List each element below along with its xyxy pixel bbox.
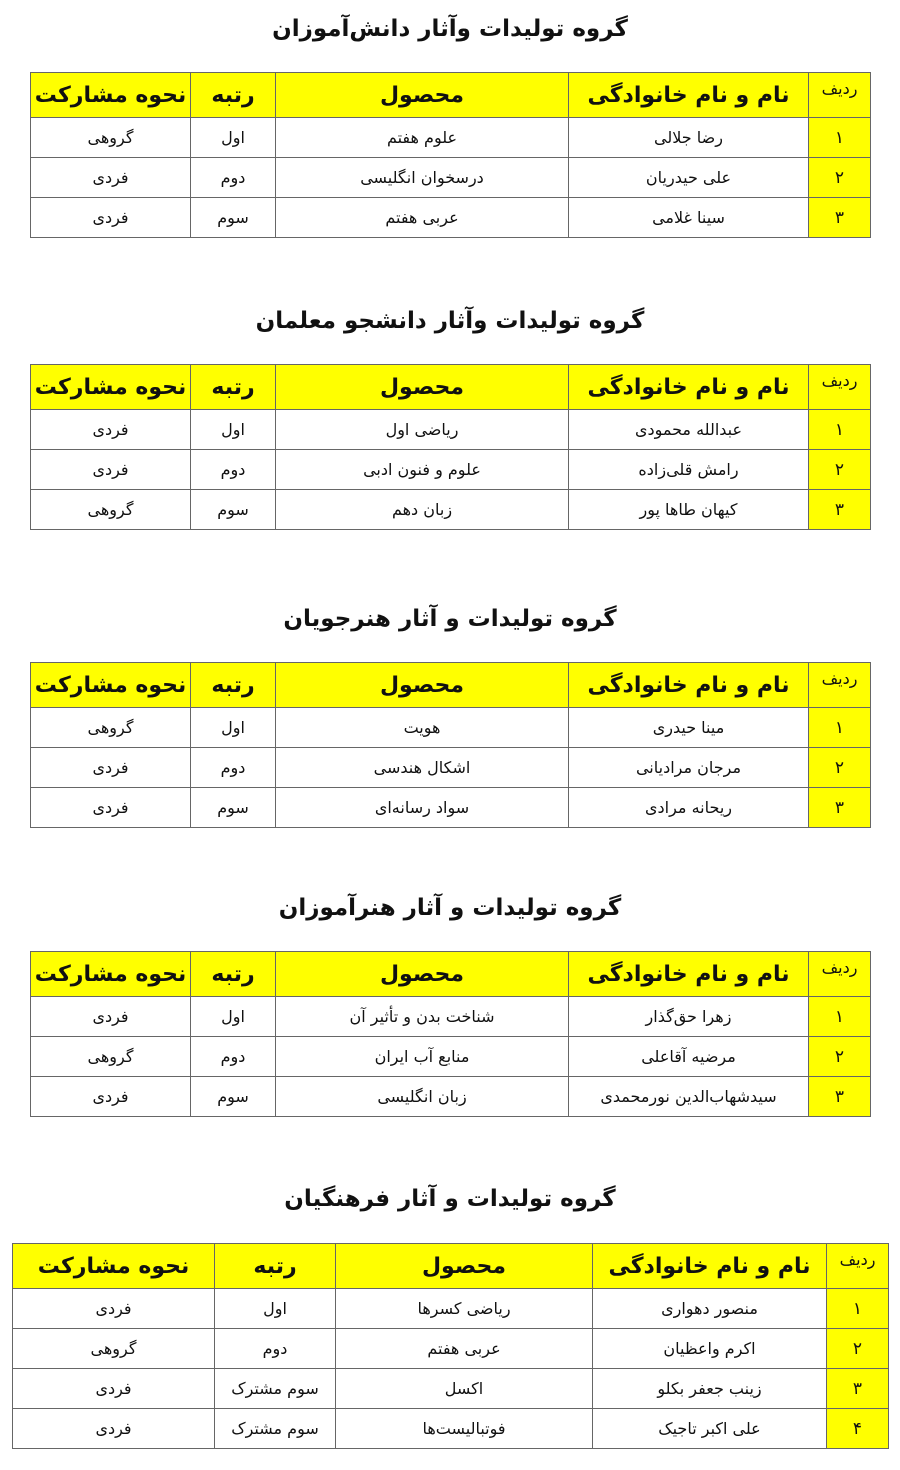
cell-product: هویت xyxy=(276,708,569,748)
header-product: محصول xyxy=(276,365,569,410)
cell-product: شناخت بدن و تأثیر آن xyxy=(276,997,569,1037)
header-name: نام و نام خانوادگی xyxy=(593,1244,827,1289)
cell-index: ۳ xyxy=(809,788,871,828)
section-title: گروه تولیدات و آثار هنرجویان xyxy=(283,606,617,632)
header-row xyxy=(31,952,871,997)
table-row xyxy=(13,1409,889,1449)
results-table xyxy=(30,951,871,1117)
cell-participation: فردی xyxy=(13,1369,215,1409)
header-product: محصول xyxy=(336,1244,593,1289)
cell-index: ۱ xyxy=(809,118,871,158)
cell-name: اکرم واعظیان xyxy=(593,1329,827,1369)
table-row xyxy=(31,1077,871,1117)
cell-product: عربی هفتم xyxy=(276,198,569,238)
header-name: نام و نام خانوادگی xyxy=(569,365,809,410)
cell-rank: سوم مشترک xyxy=(215,1369,336,1409)
cell-participation: فردی xyxy=(13,1289,215,1329)
cell-name: سیدشهاب‌الدین نورمحمدی xyxy=(569,1077,809,1117)
cell-name: علی اکبر تاجیک xyxy=(593,1409,827,1449)
cell-participation: گروهی xyxy=(31,1037,191,1077)
cell-participation: فردی xyxy=(31,410,191,450)
cell-index: ۲ xyxy=(809,450,871,490)
cell-name: رضا جلالی xyxy=(569,118,809,158)
cell-index: ۱ xyxy=(809,708,871,748)
table-row xyxy=(31,118,871,158)
cell-rank: دوم xyxy=(191,450,276,490)
header-row xyxy=(31,73,871,118)
cell-participation: فردی xyxy=(31,450,191,490)
header-row xyxy=(13,1244,889,1289)
table-row xyxy=(31,748,871,788)
cell-name: ریحانه مرادی xyxy=(569,788,809,828)
header-participation: نحوه مشارکت xyxy=(31,365,191,410)
cell-product: علوم هفتم xyxy=(276,118,569,158)
cell-participation: فردی xyxy=(31,158,191,198)
header-participation: نحوه مشارکت xyxy=(31,952,191,997)
table-row xyxy=(31,198,871,238)
results-table xyxy=(30,364,871,530)
cell-name: عبدالله محمودی xyxy=(569,410,809,450)
cell-product: ریاضی کسرها xyxy=(336,1289,593,1329)
cell-index: ۲ xyxy=(809,158,871,198)
table-row xyxy=(31,1037,871,1077)
header-rank: رتبه xyxy=(191,73,276,118)
cell-rank: سوم xyxy=(191,788,276,828)
cell-name: رامش قلی‌زاده xyxy=(569,450,809,490)
section-title: گروه تولیدات و آثار فرهنگیان xyxy=(284,1186,616,1212)
cell-product: علوم و فنون ادبی xyxy=(276,450,569,490)
header-name: نام و نام خانوادگی xyxy=(569,73,809,118)
cell-rank: دوم xyxy=(191,748,276,788)
table-row xyxy=(31,788,871,828)
section-title: گروه تولیدات وآثار دانشجو معلمان xyxy=(255,308,645,334)
cell-name: زهرا حق‌گذار xyxy=(569,997,809,1037)
cell-rank: سوم xyxy=(191,1077,276,1117)
cell-rank: اول xyxy=(191,118,276,158)
table-row xyxy=(31,450,871,490)
header-index: ردیف xyxy=(809,952,871,997)
cell-index: ۱ xyxy=(827,1289,889,1329)
cell-participation: گروهی xyxy=(31,490,191,530)
cell-participation: فردی xyxy=(31,198,191,238)
cell-product: ریاضی اول xyxy=(276,410,569,450)
cell-participation: فردی xyxy=(13,1409,215,1449)
header-index: ردیف xyxy=(809,73,871,118)
cell-index: ۱ xyxy=(809,997,871,1037)
table-row xyxy=(13,1369,889,1409)
cell-index: ۳ xyxy=(827,1369,889,1409)
table-row xyxy=(31,410,871,450)
cell-index: ۴ xyxy=(827,1409,889,1449)
cell-product: منابع آب ایران xyxy=(276,1037,569,1077)
cell-name: مرضیه آقاعلی xyxy=(569,1037,809,1077)
header-participation: نحوه مشارکت xyxy=(31,73,191,118)
cell-rank: سوم xyxy=(191,490,276,530)
cell-rank: دوم xyxy=(215,1329,336,1369)
cell-participation: گروهی xyxy=(13,1329,215,1369)
cell-name: منصور دهواری xyxy=(593,1289,827,1329)
table-row xyxy=(31,490,871,530)
cell-product: درسخوان انگلیسی xyxy=(276,158,569,198)
table-row xyxy=(13,1289,889,1329)
cell-rank: اول xyxy=(191,410,276,450)
table-row xyxy=(31,708,871,748)
cell-product: اشکال هندسی xyxy=(276,748,569,788)
header-index: ردیف xyxy=(809,663,871,708)
cell-index: ۲ xyxy=(827,1329,889,1369)
cell-product: سواد رسانه‌ای xyxy=(276,788,569,828)
cell-product: زبان انگلیسی xyxy=(276,1077,569,1117)
table-row xyxy=(13,1329,889,1369)
cell-rank: اول xyxy=(215,1289,336,1329)
header-participation: نحوه مشارکت xyxy=(13,1244,215,1289)
cell-participation: فردی xyxy=(31,1077,191,1117)
header-product: محصول xyxy=(276,73,569,118)
table-row xyxy=(31,997,871,1037)
cell-name: سینا غلامی xyxy=(569,198,809,238)
cell-rank: اول xyxy=(191,997,276,1037)
header-rank: رتبه xyxy=(191,952,276,997)
results-table xyxy=(12,1243,889,1449)
cell-participation: گروهی xyxy=(31,118,191,158)
cell-product: فوتبالیست‌ها xyxy=(336,1409,593,1449)
results-table xyxy=(30,662,871,828)
cell-participation: فردی xyxy=(31,748,191,788)
header-name: نام و نام خانوادگی xyxy=(569,952,809,997)
cell-participation: گروهی xyxy=(31,708,191,748)
header-rank: رتبه xyxy=(215,1244,336,1289)
header-product: محصول xyxy=(276,663,569,708)
cell-index: ۳ xyxy=(809,490,871,530)
cell-rank: اول xyxy=(191,708,276,748)
header-participation: نحوه مشارکت xyxy=(31,663,191,708)
table-row xyxy=(31,158,871,198)
section-title: گروه تولیدات و آثار هنرآموزان xyxy=(278,895,622,921)
cell-name: مرجان مرادیانی xyxy=(569,748,809,788)
header-row xyxy=(31,663,871,708)
cell-rank: دوم xyxy=(191,1037,276,1077)
header-rank: رتبه xyxy=(191,365,276,410)
cell-rank: سوم xyxy=(191,198,276,238)
header-rank: رتبه xyxy=(191,663,276,708)
cell-participation: فردی xyxy=(31,788,191,828)
cell-rank: دوم xyxy=(191,158,276,198)
cell-index: ۱ xyxy=(809,410,871,450)
cell-name: مینا حیدری xyxy=(569,708,809,748)
header-index: ردیف xyxy=(809,365,871,410)
header-name: نام و نام خانوادگی xyxy=(569,663,809,708)
cell-index: ۲ xyxy=(809,1037,871,1077)
cell-product: اکسل xyxy=(336,1369,593,1409)
cell-rank: سوم مشترک xyxy=(215,1409,336,1449)
cell-index: ۳ xyxy=(809,198,871,238)
cell-name: زینب جعفر بکلو xyxy=(593,1369,827,1409)
header-row xyxy=(31,365,871,410)
cell-product: زبان دهم xyxy=(276,490,569,530)
header-product: محصول xyxy=(276,952,569,997)
results-table xyxy=(30,72,871,238)
cell-product: عربی هفتم xyxy=(336,1329,593,1369)
cell-index: ۲ xyxy=(809,748,871,788)
cell-index: ۳ xyxy=(809,1077,871,1117)
cell-name: علی حیدریان xyxy=(569,158,809,198)
cell-participation: فردی xyxy=(31,997,191,1037)
header-index: ردیف xyxy=(827,1244,889,1289)
cell-name: کیهان طاها پور xyxy=(569,490,809,530)
section-title: گروه تولیدات وآثار دانش‌آموزان xyxy=(272,16,628,42)
